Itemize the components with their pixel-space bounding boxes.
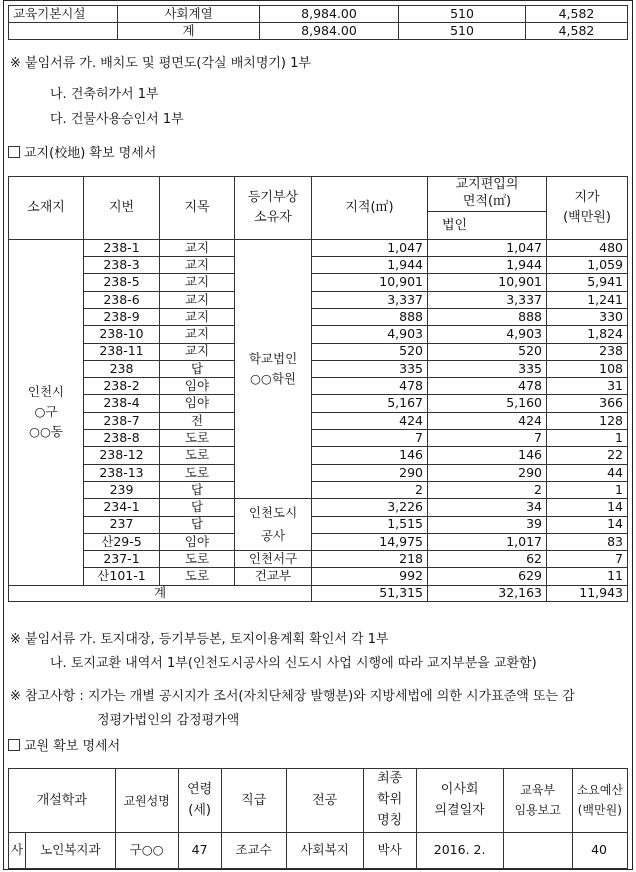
land-type: 교지 xyxy=(160,343,235,360)
owner-cell: 인천서구 xyxy=(235,551,312,568)
lot-number: 234-1 xyxy=(84,499,160,516)
land-area: 992 xyxy=(312,568,428,585)
table-row xyxy=(9,257,628,274)
facility-total-capacity: 510 xyxy=(399,23,526,40)
included-area: 1,047 xyxy=(428,239,547,256)
table-row xyxy=(9,481,628,498)
header-deg-l1: 최종 xyxy=(377,771,403,787)
facility-summary-table xyxy=(8,5,628,40)
included-area: 39 xyxy=(428,516,547,533)
land-area: 424 xyxy=(312,412,428,429)
facility-total-blank xyxy=(9,23,118,40)
facility-total-area: 8,984.00 xyxy=(260,23,399,40)
included-area: 629 xyxy=(428,568,547,585)
location-cell xyxy=(9,239,84,585)
header-budget-l1: 소요예산 xyxy=(576,783,623,798)
header-edu-l2: 임용보고 xyxy=(514,802,561,817)
land-type: 도로 xyxy=(160,551,235,568)
included-area: 5,160 xyxy=(428,395,547,412)
header-deg-l2: 학위 xyxy=(377,792,403,808)
land-price: 366 xyxy=(547,395,628,412)
included-area: 520 xyxy=(428,343,547,360)
land-type: 교지 xyxy=(160,291,235,308)
land-price: 330 xyxy=(547,308,628,325)
header-age xyxy=(178,769,221,833)
land-type: 교지 xyxy=(160,308,235,325)
header-deg-l3: 명칭 xyxy=(377,812,403,828)
header-board xyxy=(416,769,503,833)
checkbox-icon xyxy=(8,146,20,158)
included-area: 62 xyxy=(428,551,547,568)
location-line: ○○동 xyxy=(29,424,63,440)
land-area: 3,226 xyxy=(312,499,428,516)
table-row xyxy=(9,308,628,325)
owner-line: ○○학원 xyxy=(250,371,296,386)
land-area: 218 xyxy=(312,551,428,568)
table-row xyxy=(9,533,628,550)
total-area: 51,315 xyxy=(312,585,428,601)
table-row xyxy=(9,430,628,447)
land-area: 290 xyxy=(312,464,428,481)
header-edu-l1: 교육부 xyxy=(520,783,556,798)
land-area: 888 xyxy=(312,308,428,325)
owner-cell-urban xyxy=(235,499,312,551)
header-owner xyxy=(235,177,312,240)
facility-total-per: 4,582 xyxy=(526,23,628,40)
table-row xyxy=(9,378,628,395)
facility-capacity: 510 xyxy=(399,6,526,23)
land-type: 임야 xyxy=(160,533,235,550)
attachment-note-3: 다. 건물사용승인서 1부 xyxy=(50,112,184,127)
lot-number: 238-3 xyxy=(84,257,160,274)
included-area: 888 xyxy=(428,308,547,325)
facility-category: 교육기본시설 xyxy=(9,6,118,23)
land-area: 5,167 xyxy=(312,395,428,412)
land-area: 2 xyxy=(312,481,428,498)
owner-cell-school xyxy=(235,239,312,498)
staff-degree: 박사 xyxy=(363,833,416,869)
section-title-staff-text: 교원 확보 명세서 xyxy=(24,739,121,754)
included-area: 290 xyxy=(428,464,547,481)
header-age-l2: (세) xyxy=(188,802,211,818)
land-type: 전 xyxy=(160,412,235,429)
lot-number: 238-4 xyxy=(84,395,160,412)
included-area: 1,944 xyxy=(428,257,547,274)
land-area: 1,944 xyxy=(312,257,428,274)
header-price-l1: 지가 xyxy=(574,190,600,206)
total-label: 계 xyxy=(9,585,312,601)
lot-number: 239 xyxy=(84,481,160,498)
land-price: 22 xyxy=(547,447,628,464)
land-price: 83 xyxy=(547,533,628,550)
included-area: 1,017 xyxy=(428,533,547,550)
lot-number: 238-6 xyxy=(84,291,160,308)
reference-note-1: ※ 참고사항 : 지가는 개별 공시지가 조서(자치단체장 발행분)와 지방세법에 의한 시가표준액 또는 감 xyxy=(10,689,575,704)
header-degree xyxy=(363,769,416,833)
header-budget-l2: (백만원) xyxy=(577,802,622,817)
header-included-area xyxy=(428,177,547,212)
included-area: 3,337 xyxy=(428,291,547,308)
header-incl-l2: 면적(㎡) xyxy=(462,193,512,209)
land-type: 도로 xyxy=(160,464,235,481)
table-row xyxy=(9,568,628,585)
land-price: 1,059 xyxy=(547,257,628,274)
land-price: 238 xyxy=(547,343,628,360)
owner-line: 학교법인 xyxy=(248,351,298,366)
section-title-land xyxy=(8,146,156,160)
included-area: 34 xyxy=(428,499,547,516)
land-price: 7 xyxy=(547,551,628,568)
header-budget xyxy=(572,769,627,833)
table-row xyxy=(9,274,628,291)
land-type: 교지 xyxy=(160,239,235,256)
land-price: 128 xyxy=(547,412,628,429)
header-board-l2: 의결일자 xyxy=(434,802,485,818)
land-price: 108 xyxy=(547,360,628,377)
lot-number: 237-1 xyxy=(84,551,160,568)
attachment-note-5: 나. 토지교환 내역서 1부(인천도시공사의 신도시 사업 시행에 따라 교지부분을 교환함) xyxy=(50,656,537,671)
land-area: 10,901 xyxy=(312,274,428,291)
table-row xyxy=(9,447,628,464)
header-owner-l2: 소유자 xyxy=(254,209,292,225)
header-owner-l1: 등기부상 xyxy=(247,190,299,206)
table-row xyxy=(9,412,628,429)
staff-budget: 40 xyxy=(572,833,627,869)
facility-area: 8,984.00 xyxy=(260,6,399,23)
attachment-note-4: ※ 붙임서류 가. 토지대장, 등기부등본, 토지이용계획 확인서 각 1부 xyxy=(10,632,389,647)
land-price: 14 xyxy=(547,499,628,516)
lot-number: 237 xyxy=(84,516,160,533)
land-area: 1,515 xyxy=(312,516,428,533)
land-type: 도로 xyxy=(160,430,235,447)
staff-name: 구○○ xyxy=(115,833,178,869)
owner-line: 인천도시 xyxy=(248,505,298,521)
header-corp: 법인 xyxy=(428,211,547,239)
lot-number: 238-11 xyxy=(84,343,160,360)
land-price: 1 xyxy=(547,430,628,447)
included-area: 146 xyxy=(428,447,547,464)
staff-rank: 조교수 xyxy=(221,833,286,869)
land-type: 답 xyxy=(160,499,235,516)
header-incl-l1: 교지편입의 xyxy=(455,177,519,192)
header-rank: 직급 xyxy=(221,769,286,833)
land-type: 교지 xyxy=(160,257,235,274)
lot-number: 238-1 xyxy=(84,239,160,256)
section-title-land-text: 교지(校地) 확보 명세서 xyxy=(24,146,157,161)
lot-number: 238-12 xyxy=(84,447,160,464)
header-major: 전공 xyxy=(286,769,363,833)
location-line: 인천시 xyxy=(27,384,65,400)
header-edu xyxy=(503,769,572,833)
header-name: 교원성명 xyxy=(115,769,178,833)
included-area: 7 xyxy=(428,430,547,447)
table-row xyxy=(9,395,628,412)
land-type: 임야 xyxy=(160,378,235,395)
table-row xyxy=(9,343,628,360)
land-price: 31 xyxy=(547,378,628,395)
attachment-note-2: 나. 건축허가서 1부 xyxy=(50,87,159,102)
land-area: 520 xyxy=(312,343,428,360)
lot-number: 238-8 xyxy=(84,430,160,447)
staff-table xyxy=(8,768,628,869)
facility-type: 사회계열 xyxy=(118,6,260,23)
table-row xyxy=(9,551,628,568)
land-type: 임야 xyxy=(160,395,235,412)
staff-age: 47 xyxy=(178,833,221,869)
table-row xyxy=(9,291,628,308)
lot-number: 238-9 xyxy=(84,308,160,325)
land-price: 5,941 xyxy=(547,274,628,291)
owner-line: 공사 xyxy=(260,527,286,543)
lot-number: 산29-5 xyxy=(84,533,160,550)
land-table xyxy=(8,176,628,602)
lot-number: 238-13 xyxy=(84,464,160,481)
included-area: 478 xyxy=(428,378,547,395)
lot-number: 238 xyxy=(84,360,160,377)
included-area: 2 xyxy=(428,481,547,498)
included-area: 335 xyxy=(428,360,547,377)
table-row xyxy=(9,499,628,516)
land-type: 교지 xyxy=(160,274,235,291)
land-area: 335 xyxy=(312,360,428,377)
reference-note-2: 정평가법인의 감정평가액 xyxy=(97,713,240,728)
land-type: 답 xyxy=(160,516,235,533)
table-row xyxy=(9,464,628,481)
staff-board-date: 2016. 2. xyxy=(416,833,503,869)
land-type: 교지 xyxy=(160,326,235,343)
staff-major: 사회복지 xyxy=(286,833,363,869)
staff-dept: 노인복지과 xyxy=(26,833,116,869)
location-line: ○구 xyxy=(34,404,58,420)
lot-number: 238-2 xyxy=(84,378,160,395)
lot-number: 238-7 xyxy=(84,412,160,429)
land-area: 146 xyxy=(312,447,428,464)
land-type: 답 xyxy=(160,360,235,377)
included-area: 4,903 xyxy=(428,326,547,343)
header-price xyxy=(547,177,628,240)
facility-per: 4,582 xyxy=(526,6,628,23)
land-type: 도로 xyxy=(160,568,235,585)
checkbox-icon xyxy=(8,739,20,751)
header-age-l1: 연령 xyxy=(187,781,213,797)
header-dept: 개설학과 xyxy=(9,769,116,833)
included-area: 424 xyxy=(428,412,547,429)
header-landtype: 지목 xyxy=(160,177,235,240)
table-row xyxy=(9,239,628,256)
table-row xyxy=(9,326,628,343)
total-incl: 32,163 xyxy=(428,585,547,601)
table-row xyxy=(9,516,628,533)
owner-cell: 건교부 xyxy=(235,568,312,585)
header-lot: 지번 xyxy=(84,177,160,240)
land-area: 3,337 xyxy=(312,291,428,308)
land-price: 1,824 xyxy=(547,326,628,343)
land-price: 14 xyxy=(547,516,628,533)
table-row xyxy=(9,360,628,377)
land-type: 도로 xyxy=(160,447,235,464)
land-area: 7 xyxy=(312,430,428,447)
land-area: 14,975 xyxy=(312,533,428,550)
section-title-staff xyxy=(8,739,120,753)
land-price: 1,241 xyxy=(547,291,628,308)
land-type: 답 xyxy=(160,481,235,498)
header-board-l1: 이사회 xyxy=(440,781,479,797)
staff-row-prefix: 사 xyxy=(9,833,26,869)
staff-edu-report xyxy=(503,833,572,869)
land-price: 480 xyxy=(547,239,628,256)
land-area: 478 xyxy=(312,378,428,395)
land-price: 1 xyxy=(547,481,628,498)
total-price: 11,943 xyxy=(547,585,628,601)
land-price: 44 xyxy=(547,464,628,481)
lot-number: 238-10 xyxy=(84,326,160,343)
land-price: 11 xyxy=(547,568,628,585)
lot-number: 산101-1 xyxy=(84,568,160,585)
included-area: 10,901 xyxy=(428,274,547,291)
land-area: 1,047 xyxy=(312,239,428,256)
header-area: 지적(㎡) xyxy=(312,177,428,240)
header-location: 소재지 xyxy=(9,177,84,240)
lot-number: 238-5 xyxy=(84,274,160,291)
land-area: 4,903 xyxy=(312,326,428,343)
facility-total-label: 계 xyxy=(118,23,260,40)
attachment-note-1: ※ 붙임서류 가. 배치도 및 평면도(각실 배치명기) 1부 xyxy=(10,56,311,71)
header-price-l2: (백만원) xyxy=(563,209,611,225)
